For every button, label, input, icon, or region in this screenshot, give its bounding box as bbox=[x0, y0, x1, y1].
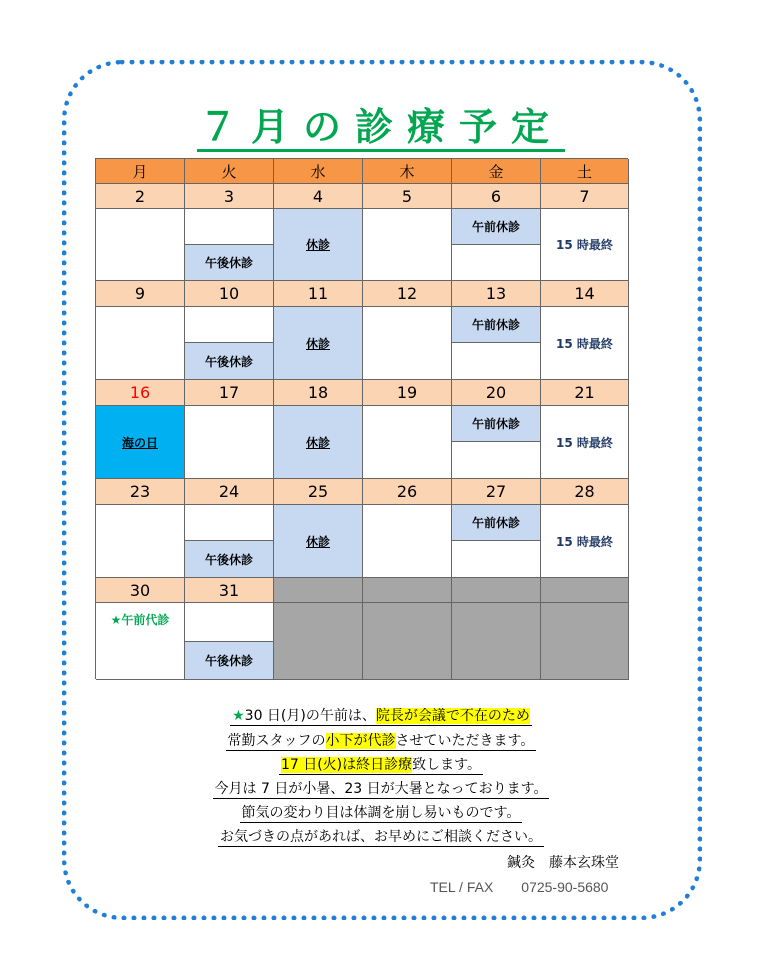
star-icon: ★ bbox=[232, 708, 245, 724]
holiday-cell: 海の日 bbox=[96, 406, 185, 479]
substitute-am-cell: ★午前代診 bbox=[96, 603, 185, 680]
date-cell: 27 bbox=[452, 479, 541, 505]
day-cell bbox=[96, 505, 185, 578]
date-cell: 3 bbox=[185, 184, 274, 209]
date-cell: 25 bbox=[274, 479, 363, 505]
date-cell: 24 bbox=[185, 479, 274, 505]
day-cell bbox=[96, 307, 185, 380]
am-slot bbox=[185, 307, 274, 343]
empty-day-cell bbox=[541, 603, 629, 680]
pm-slot bbox=[452, 245, 541, 281]
note-line-3: 17 日(火)は終日診療致します。 bbox=[0, 754, 762, 775]
tue-pm-closed: 午後休診 bbox=[185, 245, 274, 281]
tue-pm-closed: 午後休診 bbox=[185, 343, 274, 380]
date-cell: 12 bbox=[363, 281, 452, 307]
date-cell: 17 bbox=[185, 380, 274, 406]
empty-date-cell bbox=[274, 578, 363, 603]
date-cell: 14 bbox=[541, 281, 629, 307]
date-cell: 11 bbox=[274, 281, 363, 307]
day-cell bbox=[363, 209, 452, 281]
fri-am-closed: 午前休診 bbox=[452, 307, 541, 343]
date-cell: 2 bbox=[96, 184, 185, 209]
empty-date-cell bbox=[452, 578, 541, 603]
weekday-wed: 水 bbox=[274, 159, 363, 184]
empty-date-cell bbox=[363, 578, 452, 603]
tel-fax: TEL / FAX 0725-90-5680 bbox=[430, 879, 609, 895]
wed-closed: 休診 bbox=[274, 505, 363, 578]
calendar-grid bbox=[95, 158, 628, 679]
pm-slot bbox=[452, 343, 541, 380]
date-cell: 28 bbox=[541, 479, 629, 505]
date-cell: 9 bbox=[96, 281, 185, 307]
date-cell: 4 bbox=[274, 184, 363, 209]
weekday-mon: 月 bbox=[96, 159, 185, 184]
date-cell: 6 bbox=[452, 184, 541, 209]
date-cell: 13 bbox=[452, 281, 541, 307]
note-line-2: 常勤スタッフの小下が代診させていただきます。 bbox=[0, 730, 762, 751]
weekday-sat: 土 bbox=[541, 159, 629, 184]
fri-am-closed: 午前休診 bbox=[452, 505, 541, 541]
date-cell: 31 bbox=[185, 578, 274, 603]
am-slot bbox=[185, 603, 274, 642]
note-line-1: ★30 日(月)の午前は、院長が会議で不在のため bbox=[0, 705, 762, 726]
full-day-open-cell bbox=[185, 406, 274, 479]
date-cell: 5 bbox=[363, 184, 452, 209]
wed-closed: 休診 bbox=[274, 406, 363, 479]
day-cell bbox=[96, 209, 185, 281]
date-cell: 18 bbox=[274, 380, 363, 406]
day-cell bbox=[363, 307, 452, 380]
holiday-date-cell: 16 bbox=[96, 380, 185, 406]
fri-am-closed: 午前休診 bbox=[452, 406, 541, 442]
wed-closed: 休診 bbox=[274, 209, 363, 281]
sat-early-close: 15 時最終 bbox=[541, 505, 629, 578]
page-title: ７月の診療予定 bbox=[0, 96, 762, 151]
fri-am-closed: 午前休診 bbox=[452, 209, 541, 245]
date-cell: 30 bbox=[96, 578, 185, 603]
date-cell: 20 bbox=[452, 380, 541, 406]
empty-day-cell bbox=[452, 603, 541, 680]
empty-day-cell bbox=[274, 603, 363, 680]
clinic-signature: 鍼灸 藤本玄珠堂 bbox=[507, 855, 619, 871]
empty-day-cell bbox=[363, 603, 452, 680]
day-cell bbox=[363, 406, 452, 479]
tue-pm-closed: 午後休診 bbox=[185, 642, 274, 680]
empty-date-cell bbox=[541, 578, 629, 603]
day-cell bbox=[363, 505, 452, 578]
date-cell: 10 bbox=[185, 281, 274, 307]
weekday-fri: 金 bbox=[452, 159, 541, 184]
pm-slot bbox=[452, 442, 541, 479]
am-slot bbox=[185, 209, 274, 245]
date-cell: 7 bbox=[541, 184, 629, 209]
weekday-thu: 木 bbox=[363, 159, 452, 184]
weekday-tue: 火 bbox=[185, 159, 274, 184]
date-cell: 23 bbox=[96, 479, 185, 505]
sat-early-close: 15 時最終 bbox=[541, 209, 629, 281]
date-cell: 26 bbox=[363, 479, 452, 505]
date-cell: 19 bbox=[363, 380, 452, 406]
pm-slot bbox=[452, 541, 541, 578]
sat-early-close: 15 時最終 bbox=[541, 406, 629, 479]
date-cell: 21 bbox=[541, 380, 629, 406]
wed-closed: 休診 bbox=[274, 307, 363, 380]
note-line-4: 今月は 7 日が小暑、23 日が大暑となっております。 bbox=[0, 778, 762, 799]
tue-pm-closed: 午後休診 bbox=[185, 541, 274, 578]
note-line-5: 節気の変わり目は体調を崩し易いものです。 bbox=[0, 802, 762, 823]
am-slot bbox=[185, 505, 274, 541]
note-line-6: お気づきの点があれば、お早めにご相談ください。 bbox=[0, 826, 762, 847]
sat-early-close: 15 時最終 bbox=[541, 307, 629, 380]
